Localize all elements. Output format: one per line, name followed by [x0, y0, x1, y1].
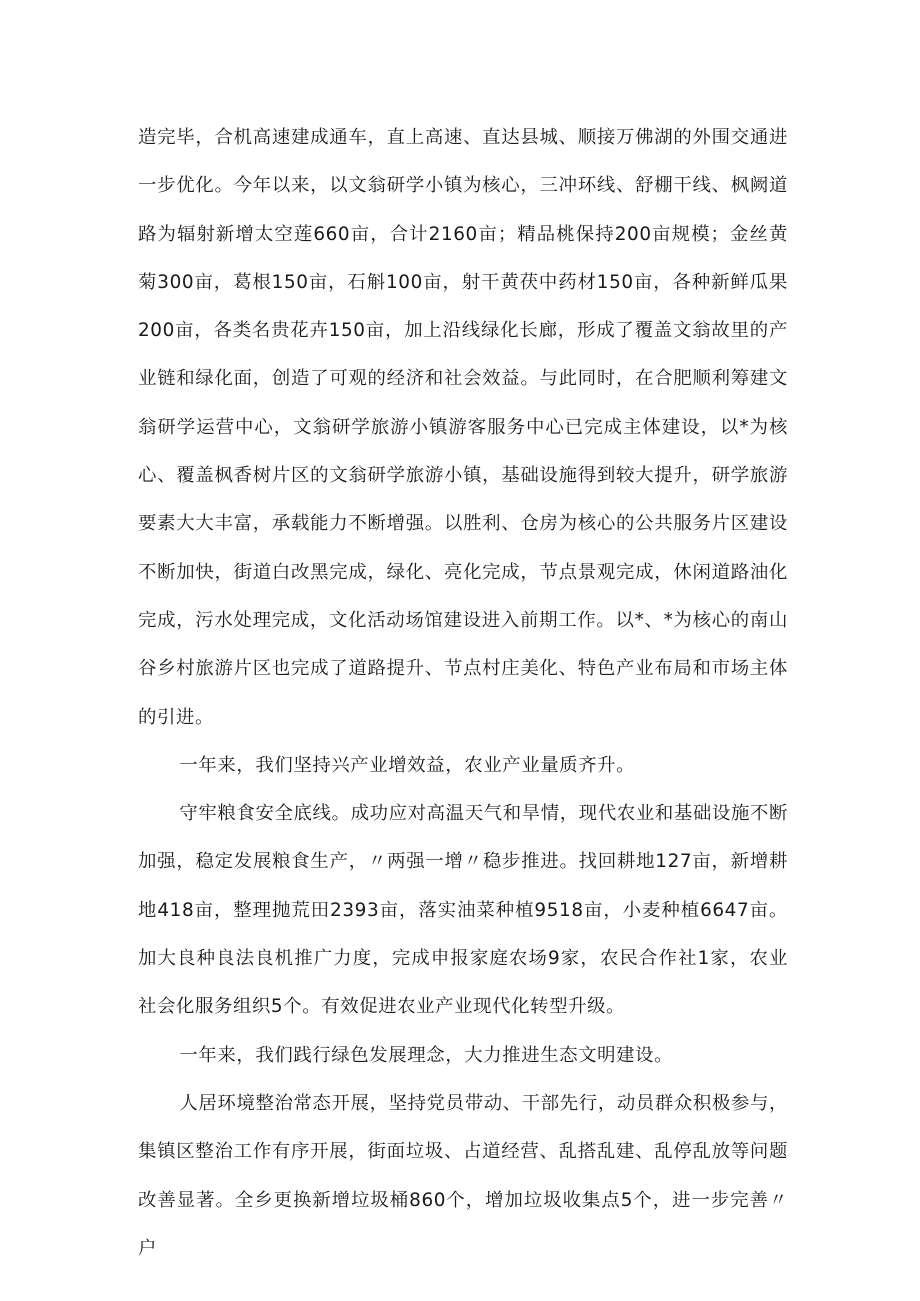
paragraph-ecology-heading: 一年来，我们践行绿色发展理念，大力推进生态文明建设。	[179, 1044, 674, 1066]
paragraph-grain-security: 守牢粮食安全底线。成功应对高温天气和旱情，现代农业和基础设施不断加强，稳定发展粮食生产，〃两强一增〃稳步推进。找回耕地127亩，新增耕地418亩，整理抛荒田2393亩，落实油菜种植9518亩，小麦种植6647亩。加大良种良法良机推广力度，完成申报家庭农场9家，农民合作社1家，农业社会化服务组织5个。有效促进农业产业现代化转型升级。	[138, 803, 788, 1018]
paragraph-environment-rectification: 人居环境整治常态开展，坚持党员带动、干部先行，动员群众积极参与，集镇区整治工作有序开展，街面垃圾、占道经营、乱搭乱建、乱停乱放等问题改善显著。全乡更换新增垃圾桶860个，增加垃圾收集点5个，进一步完善〃户	[138, 1092, 788, 1259]
paragraph-industry-heading: 一年来，我们坚持兴产业增效益，农业产业量质齐升。	[179, 754, 636, 776]
document-body	[138, 114, 788, 1273]
paragraph-transport-and-industry: 造完毕，合机高速建成通车，直上高速、直达县城、顺接万佛湖的外围交通进一步优化。今年以来，以文翁研学小镇为核心，三冲环线、舒棚干线、枫阙道路为辐射新增太空莲660亩，合计2160亩；精品桃保持200亩规模；金丝黄菊300亩，葛根150亩，石斛100亩，射干黄茯中药材150亩，各种新鲜瓜果200亩，各类名贵花卉150亩，加上沿线绿化长廊，形成了覆盖文翁故里的产业链和绿化面，创造了可观的经济和社会效益。与此同时，在合肥顺利筹建文翁研学运营中心，文翁研学旅游小镇游客服务中心已完成主体建设，以*为核心、覆盖枫香树片区的文翁研学旅游小镇，基础设施得到较大提升，研学旅游要素大大丰富，承载能力不断增强。以胜利、仓房为核心的公共服务片区建设不断加快，街道白改黑完成，绿化、亮化完成，节点景观完成，休闲道路油化完成，污水处理完成，文化活动场馆建设进入前期工作。以*、*为核心的南山谷乡村旅游片区也完成了道路提升、节点村庄美化、特色产业布局和市场主体的引进。	[138, 127, 788, 728]
